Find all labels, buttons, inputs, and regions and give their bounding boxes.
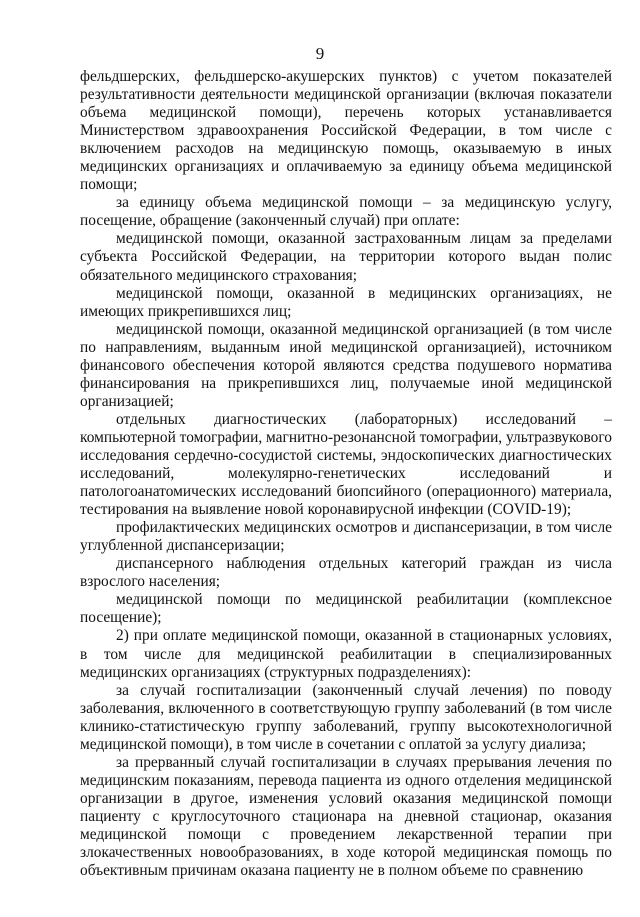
- paragraph-inpatient-payment: 2) при оплате медицинской помощи, оказанной в стационарных условиях, в том числе для медицинской реабилитации в специализированных медицинских организациях (структурных подразделениях):: [80, 627, 612, 681]
- paragraph-interrupted-case: за прерванный случай госпитализации в случаях прерывания лечения по медицинским показаниям, перевода пациента из одного отделения медицинской организации в другое, изменения условий оказания медицинской помощи пациенту с круглосуточного стационара на дневной стационар, оказания медицинской помощи с проведением лекарственной терапии при злокачественных новообразованиях, в ходе которой медицинская помощь по объективным причинам оказана пациенту не в полном объеме по сравнению: [80, 753, 612, 880]
- paragraph-unit-payment: за единицу объема медицинской помощи – за медицинскую услугу, посещение, обращение (законченный случай) при оплате:: [80, 194, 612, 230]
- paragraph-hospitalization-case: за случай госпитализации (законченный случай лечения) по поводу заболевания, включенного в соответствующую группу заболеваний (в том числе клинико-статистическую группу заболеваний, группу высокотехнологичной медицинской помощи), в том числе в сочетании с оплатой за услугу диализа;: [80, 681, 612, 753]
- paragraph-referral-care: медицинской помощи, оказанной медицинской организацией (в том числе по направлениям, выданным иной медицинской организацией), источником финансового обеспечения которой являются средства подушевого норматива финансирования на прикрепившихся лиц, получаемые иной медицинской организацией;: [80, 320, 612, 410]
- paragraph-insured-outside-region: медицинской помощи, оказанной застрахованным лицам за пределами субъекта Российской Федерации, на территории которого выдан полис обязательного медицинского страхования;: [80, 230, 612, 284]
- paragraph-diagnostic-studies: отдельных диагностических (лабораторных) исследований – компьютерной томографии, магнитно-резонансной томографии, ультразвукового исследования сердечно-сосудистой системы, эндоскопических диагностических исследований, молекулярно-генетических исследований и патологоанатомических исследований биопсийного (операционного) материала, тестирования на выявление новой коронавирусной инфекции (COVID-19);: [80, 410, 612, 519]
- paragraph-rehabilitation: медицинской помощи по медицинской реабилитации (комплексное посещение);: [80, 591, 612, 627]
- document-body: [80, 68, 612, 880]
- paragraph-preventive-exams: профилактических медицинских осмотров и диспансеризации, в том числе углубленной диспансеризации;: [80, 519, 612, 555]
- paragraph-continuation: фельдшерских, фельдшерско-акушерских пунктов) с учетом показателей результативности деятельности медицинской организации (включая показатели объема медицинской помощи), перечень которых устанавливается Министерством здравоохранения Российской Федерации, в том числе с включением расходов на медицинскую помощь, оказываемую в иных медицинских организациях и оплачиваемую за единицу объема медицинской помощи;: [80, 68, 612, 194]
- page-number: 9: [315, 44, 325, 63]
- paragraph-dispensary-observation: диспансерного наблюдения отдельных категорий граждан из числа взрослого населения;: [80, 555, 612, 591]
- paragraph-no-attached-persons: медицинской помощи, оказанной в медицинских организациях, не имеющих прикрепившихся лиц;: [80, 284, 612, 320]
